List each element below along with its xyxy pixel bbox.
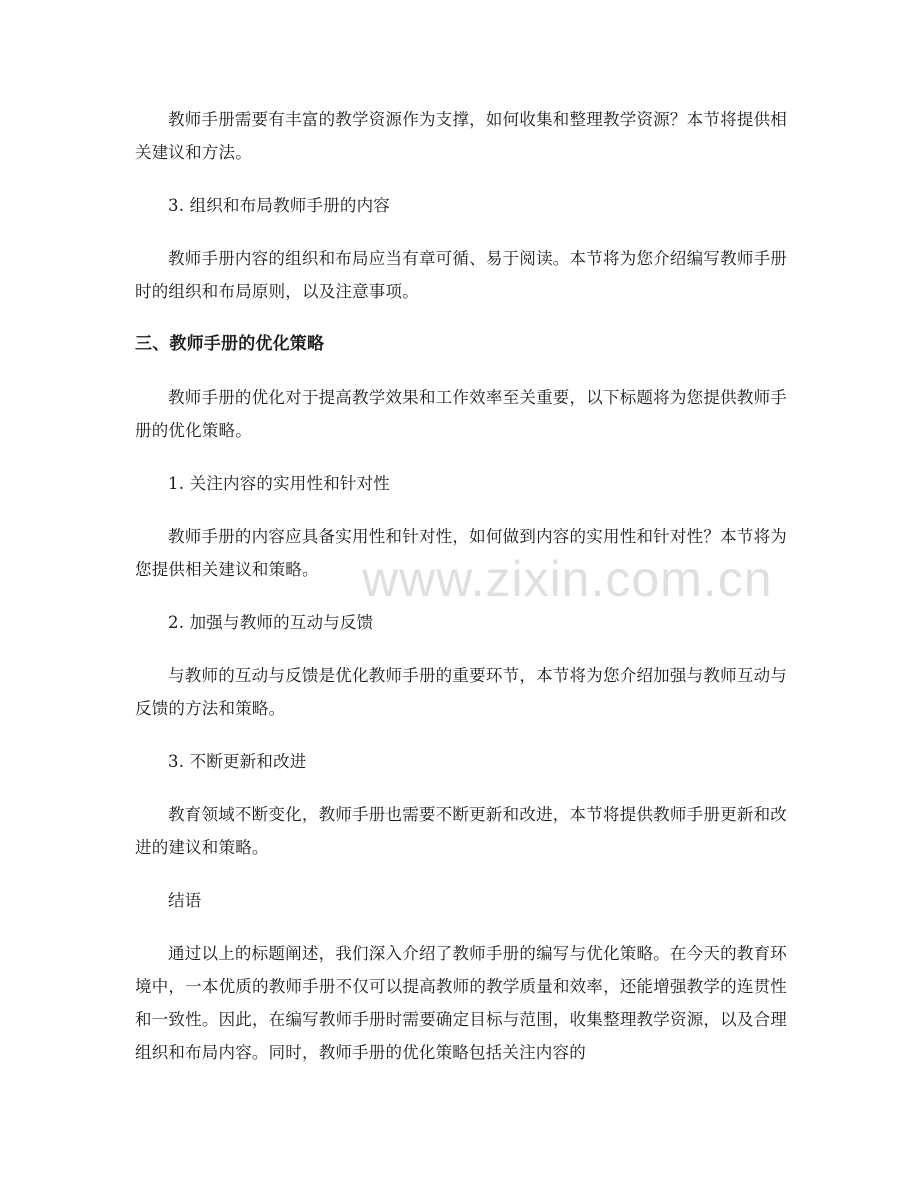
subheading-interaction-feedback: 2. 加强与教师的互动与反馈 <box>168 613 374 632</box>
paragraph-organize-layout: 教师手册内容的组织和布局应当有章可循、易于阅读。本节将为您介绍编写教师手册时的组织和布局原则，以及注意事项。 <box>135 249 787 301</box>
paragraph-interaction-feedback: 与教师的互动与反馈是优化教师手册的重要环节，本节将为您介绍加强与教师互动与反馈的方法和策略。 <box>135 666 787 718</box>
subheading-organize-layout: 3. 组织和布局教师手册的内容 <box>168 196 390 215</box>
subheading-update-improve: 3. 不断更新和改进 <box>168 752 307 771</box>
paragraph-update-improve: 教育领域不断变化，教师手册也需要不断更新和改进，本节将提供教师手册更新和改进的建议和策略。 <box>135 805 787 857</box>
paragraph-practicality: 教师手册的内容应具备实用性和针对性，如何做到内容的实用性和针对性？本节将为您提供相关建议和策略。 <box>135 527 787 579</box>
subheading-conclusion: 结语 <box>168 891 202 910</box>
paragraph-resources: 教师手册需要有丰富的教学资源作为支撑，如何收集和整理教学资源？本节将提供相关建议和方法。 <box>135 110 787 162</box>
paragraph-optimization-intro: 教师手册的优化对于提高教学效果和工作效率至关重要，以下标题将为您提供教师手册的优化策略。 <box>135 388 787 440</box>
watermark: www.zixin.com.cn <box>362 551 773 607</box>
document-body <box>135 103 787 1089</box>
paragraph-conclusion: 通过以上的标题阐述，我们深入介绍了教师手册的编写与优化策略。在今天的教育环境中，一本优质的教师手册不仅可以提高教师的教学质量和效率，还能增强教学的连贯性和一致性。因此，在编写教师手册时需要确定目标与范围，收集整理教学资源，以及合理组织和布局内容。同时，教师手册的优化策略包括关注内容的 <box>135 944 787 1062</box>
section-heading-optimization: 三、教师手册的优化策略 <box>135 334 325 354</box>
subheading-practicality: 1. 关注内容的实用性和针对性 <box>168 474 390 493</box>
